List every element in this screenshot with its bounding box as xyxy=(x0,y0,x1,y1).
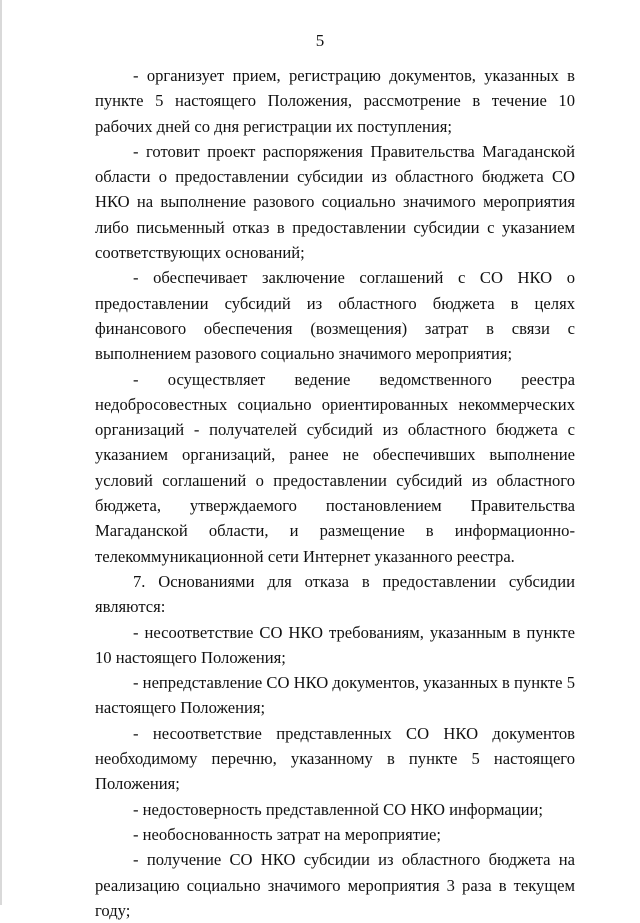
paragraph-registry: - осуществляет ведение ведомственного реестра недобросовестных социально ориентированных некоммерческих организаций - получателей субсидий из областного бюджета с указанием организаций, ранее не обеспечивших выполнение условий соглашений о предоставлении субсидий из областного бюджета, утверждаемого постановлением Правительства Магаданской области, и размещение в информационно-телекоммуникационной сети Интернет указанного реестра. xyxy=(95,369,575,566)
scan-edge xyxy=(0,0,2,905)
list-item-subsidy-limit: - получение СО НКО субсидии из областного бюджета на реализацию социально значимого мероприятия 3 раза в текущем году; xyxy=(95,850,575,920)
list-item-documents-missing: - непредставление СО НКО документов, указанных в пункте 5 настоящего Положения; xyxy=(95,673,575,718)
page-number: 5 xyxy=(315,31,325,50)
list-item-false-information: - недостоверность представленной СО НКО информации; xyxy=(133,799,543,819)
list-item-documents-mismatch: - несоответствие представленных СО НКО документов необходимому перечню, указанному в пункте 5 настоящего Положения; xyxy=(95,723,575,794)
document-body xyxy=(95,63,575,923)
paragraph-registration: - организует прием, регистрацию документов, указанных в пункте 5 настоящего Положения, рассмотрение в течение 10 рабочих дней со дня регистрации их поступления; xyxy=(95,66,575,136)
list-item-requirements: - несоответствие СО НКО требованиям, указанным в пункте 10 настоящего Положения; xyxy=(95,622,575,667)
paragraph-agreements: - обеспечивает заключение соглашений с СО НКО о предоставлении субсидий из областного бюджета в целях финансового обеспечения (возмещения) затрат в связи с выполнением разового социально значимого мероприятия; xyxy=(95,268,575,364)
paragraph-draft-order: - готовит проект распоряжения Правительства Магаданской области о предоставлении субсидии из областного бюджета СО НКО на выполнение разового социально значимого мероприятия либо письменный отказ в предоставлении субсидии с указанием соответствующих оснований; xyxy=(95,141,575,263)
paragraph-refusal-grounds-heading: 7. Основаниями для отказа в предоставлении субсидии являются: xyxy=(95,571,575,617)
list-item-unjustified-costs: - необоснованность затрат на мероприятие; xyxy=(133,824,441,844)
